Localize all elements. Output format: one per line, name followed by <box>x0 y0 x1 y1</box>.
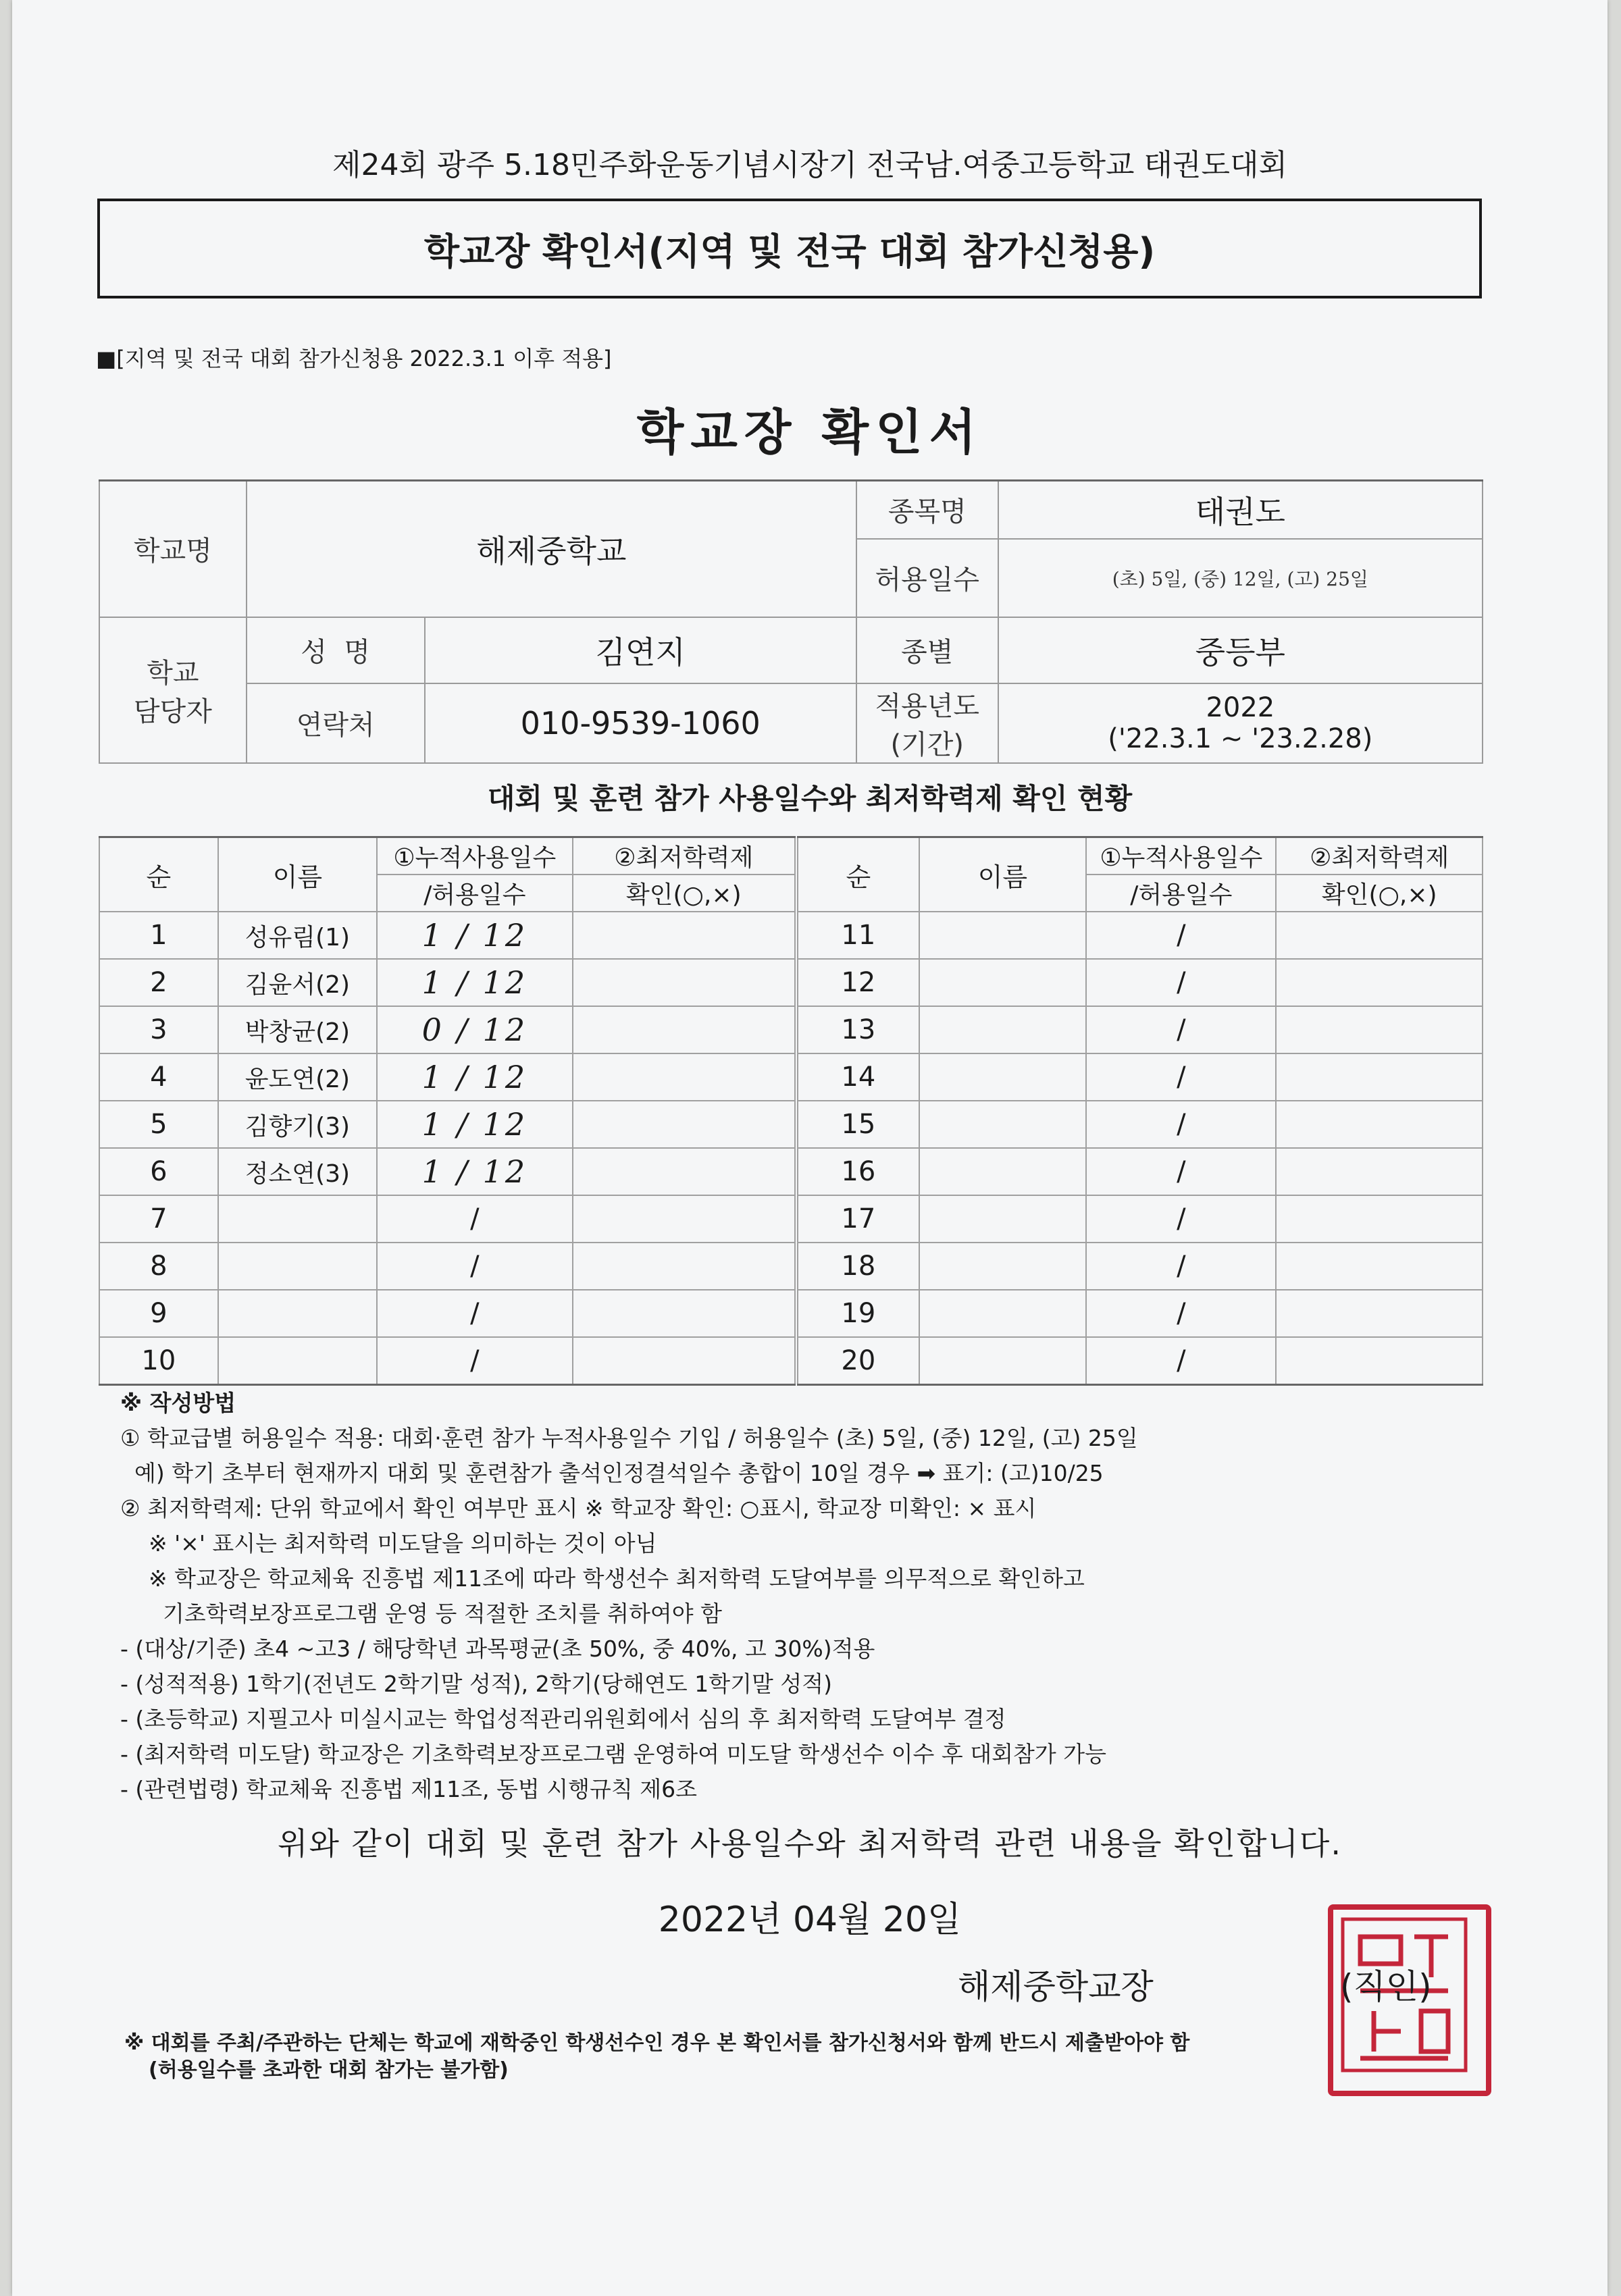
year-value-line2: ('22.3.1 ~ '23.2.28) <box>1108 723 1373 754</box>
school-value: 해제중학교 <box>247 481 856 617</box>
student-name: 김윤서(2) <box>218 959 378 1006</box>
header-name: 이름 <box>919 837 1086 912</box>
allowed-days-value: (초) 5일, (중) 12일, (고) 25일 <box>998 539 1483 617</box>
row-number: 18 <box>798 1243 919 1290</box>
student-name <box>218 1290 378 1337</box>
used-days: / <box>1086 1195 1276 1243</box>
status-row <box>99 1006 795 1053</box>
header-min-line2: 확인(○,×) <box>1276 875 1483 912</box>
instruction-line: ② 최저학력제: 단위 학교에서 확인 여부만 표시 ※ 학교장 확인: ○표시, 학교장 미확인: × 표시 <box>120 1495 1037 1521</box>
status-row <box>798 1243 1483 1290</box>
school-label: 학교명 <box>99 481 247 617</box>
student-name <box>919 1195 1086 1243</box>
manager-label-line1: 학교 <box>147 657 199 689</box>
student-name: 박창균(2) <box>218 1006 378 1053</box>
instruction-line: ※ 작성방법 <box>120 1390 236 1416</box>
name-label: 성 명 <box>247 617 425 683</box>
min-academic-check <box>1276 959 1483 1006</box>
used-days: / <box>1086 959 1276 1006</box>
status-row <box>99 1101 795 1148</box>
sport-label: 종목명 <box>856 481 998 539</box>
header-days-line1: ①누적사용일수 <box>1086 837 1276 875</box>
status-row <box>798 1337 1483 1385</box>
student-name <box>919 1243 1086 1290</box>
status-row <box>99 959 795 1006</box>
status-row <box>798 1053 1483 1101</box>
header-min-line2: 확인(○,×) <box>573 875 795 912</box>
used-days: / <box>1086 1006 1276 1053</box>
used-days: / <box>377 1243 572 1290</box>
student-name: 윤도연(2) <box>218 1053 378 1101</box>
status-row <box>798 912 1483 959</box>
min-academic-check <box>573 912 795 959</box>
row-number: 10 <box>99 1337 218 1385</box>
contact-label: 연락처 <box>247 683 425 763</box>
principal-title: 해제중학교장 <box>958 1967 1154 2006</box>
student-name <box>919 1148 1086 1195</box>
header-days-line2: /허용일수 <box>1086 875 1276 912</box>
min-academic-check <box>1276 1195 1483 1243</box>
student-name <box>919 1290 1086 1337</box>
footnote-line2: (허용일수를 초과한 대회 참가는 불가함) <box>149 2058 509 2082</box>
used-days: / <box>377 1290 572 1337</box>
status-row <box>798 1148 1483 1195</box>
student-name <box>919 1006 1086 1053</box>
status-row <box>798 1101 1483 1148</box>
confirmation-statement: 위와 같이 대회 및 훈련 참가 사용일수와 최저학력 관련 내용을 확인합니다. <box>278 1825 1342 1862</box>
info-table <box>99 479 1483 764</box>
row-number: 14 <box>798 1053 919 1101</box>
used-days: 1 / 12 <box>377 1101 572 1148</box>
instruction-line: - (최저학력 미도달) 학교장은 기초학력보장프로그램 운영하여 미도달 학생선수 이수 후 대회참가 가능 <box>120 1741 1107 1767</box>
instruction-line: ※ '×' 표시는 최저학력 미도달을 의미하는 것이 아님 <box>120 1530 657 1557</box>
used-days: 1 / 12 <box>377 912 572 959</box>
year-label <box>856 683 998 763</box>
row-number: 5 <box>99 1101 218 1148</box>
status-row <box>99 1053 795 1101</box>
instruction-line: 기초학력보장프로그램 운영 등 적절한 조치를 취하여야 함 <box>120 1600 722 1627</box>
header-days-line2: /허용일수 <box>377 875 572 912</box>
min-academic-check <box>1276 1148 1483 1195</box>
footnote-line1: ※ 대회를 주최/주관하는 단체는 학교에 재학중인 학생선수인 경우 본 확인서를 참가신청서와 함께 반드시 제출받아야 함 <box>124 2031 1190 2055</box>
status-row <box>99 1148 795 1195</box>
row-number: 9 <box>99 1290 218 1337</box>
year-value <box>998 683 1483 763</box>
manager-label-line2: 담당자 <box>133 696 212 727</box>
row-number: 16 <box>798 1148 919 1195</box>
used-days: / <box>377 1195 572 1243</box>
row-number: 12 <box>798 959 919 1006</box>
category-value: 중등부 <box>998 617 1483 683</box>
instruction-line: - (초등학교) 지필고사 미실시교는 학업성적관리위원회에서 심의 후 최저학력 도달여부 결정 <box>120 1706 1006 1732</box>
student-name <box>218 1243 378 1290</box>
status-row <box>99 1290 795 1337</box>
header-min-line1: ②최저학력제 <box>1276 837 1483 875</box>
used-days: / <box>1086 1290 1276 1337</box>
min-academic-check <box>573 959 795 1006</box>
status-row <box>99 1243 795 1290</box>
status-row <box>798 1195 1483 1243</box>
student-name <box>218 1337 378 1385</box>
row-number: 13 <box>798 1006 919 1053</box>
min-academic-check <box>1276 1337 1483 1385</box>
min-academic-check <box>1276 912 1483 959</box>
min-academic-check <box>573 1006 795 1053</box>
status-table-left <box>99 836 796 1386</box>
row-number: 15 <box>798 1101 919 1148</box>
student-name <box>919 1337 1086 1385</box>
student-name: 정소연(3) <box>218 1148 378 1195</box>
instruction-line: - (대상/기준) 초4 ~고3 / 해당학년 과목평균(초 50%, 중 40%, 고 30%)적용 <box>120 1636 875 1662</box>
row-number: 17 <box>798 1195 919 1243</box>
used-days: / <box>1086 1148 1276 1195</box>
year-value-line1: 2022 <box>1206 692 1275 723</box>
issue-date: 2022년 04월 20일 <box>658 1900 962 1940</box>
footnote <box>124 2030 1189 2084</box>
year-label-line2: (기간) <box>890 729 964 760</box>
row-number: 6 <box>99 1148 218 1195</box>
competition-title: 제24회 광주 5.18민주화운동기념시장기 전국남.여중고등학교 태권도대회 <box>332 148 1287 182</box>
row-number: 19 <box>798 1290 919 1337</box>
row-number: 1 <box>99 912 218 959</box>
sport-value: 태권도 <box>998 481 1483 539</box>
year-label-line1: 적용년도 <box>875 690 980 722</box>
name-value: 김연지 <box>425 617 856 683</box>
row-number: 3 <box>99 1006 218 1053</box>
min-academic-check <box>573 1243 795 1290</box>
min-academic-check <box>573 1337 795 1385</box>
instruction-line: - (관련법령) 학교체육 진흥법 제11조, 동법 시행규칙 제6조 <box>120 1776 697 1802</box>
used-days: / <box>377 1337 572 1385</box>
min-academic-check <box>573 1148 795 1195</box>
min-academic-check <box>573 1195 795 1243</box>
used-days: / <box>1086 1337 1276 1385</box>
student-name: 김향기(3) <box>218 1101 378 1148</box>
status-row <box>99 1337 795 1385</box>
student-name <box>919 912 1086 959</box>
notice-tag: ■[지역 및 전국 대회 참가신청용 2022.3.1 이후 적용] <box>96 346 612 371</box>
row-number: 7 <box>99 1195 218 1243</box>
min-academic-check <box>1276 1006 1483 1053</box>
used-days: / <box>1086 1101 1276 1148</box>
status-row <box>798 1006 1483 1053</box>
student-name <box>218 1195 378 1243</box>
used-days: 1 / 12 <box>377 959 572 1006</box>
used-days: 1 / 12 <box>377 1053 572 1101</box>
allowed-days-label: 허용일수 <box>856 539 998 617</box>
row-number: 11 <box>798 912 919 959</box>
instruction-line: 예) 학기 초부터 현재까지 대회 및 훈련참가 출석인정결석일수 총합이 10일 경우 ➡ 표기: (고)10/25 <box>120 1460 1104 1486</box>
student-name <box>919 959 1086 1006</box>
instruction-line: - (성적적용) 1학기(전년도 2학기말 성적), 2학기(당해연도 1학기말 성적) <box>120 1671 833 1697</box>
used-days: / <box>1086 1243 1276 1290</box>
seal-label: (직인) <box>1340 1967 1432 2006</box>
header-min-line1: ②최저학력제 <box>573 837 795 875</box>
row-number: 2 <box>99 959 218 1006</box>
header-no: 순 <box>99 837 218 912</box>
instruction-line: ① 학교급별 허용일수 적용: 대회·훈련 참가 누적사용일수 기입 / 허용일수 (초) 5일, (중) 12일, (고) 25일 <box>120 1425 1138 1451</box>
category-label: 종별 <box>856 617 998 683</box>
status-row <box>798 959 1483 1006</box>
min-academic-check <box>573 1101 795 1148</box>
student-name <box>919 1101 1086 1148</box>
status-row <box>798 1290 1483 1337</box>
contact-value: 010-9539-1060 <box>425 683 856 763</box>
status-table-right <box>797 836 1483 1386</box>
min-academic-check <box>573 1053 795 1101</box>
min-academic-check <box>1276 1290 1483 1337</box>
header-days-line1: ①누적사용일수 <box>377 837 572 875</box>
used-days: / <box>1086 1053 1276 1101</box>
row-number: 4 <box>99 1053 218 1101</box>
header-name: 이름 <box>218 837 378 912</box>
row-number: 20 <box>798 1337 919 1385</box>
min-academic-check <box>1276 1053 1483 1101</box>
used-days: 1 / 12 <box>377 1148 572 1195</box>
student-name: 성유림(1) <box>218 912 378 959</box>
manager-label <box>99 617 247 763</box>
status-section-title: 대회 및 훈련 참가 사용일수와 최저학력제 확인 현황 <box>487 782 1133 815</box>
row-number: 8 <box>99 1243 218 1290</box>
writing-instructions <box>120 1386 1505 1807</box>
student-name <box>919 1053 1086 1101</box>
used-days: 0 / 12 <box>377 1006 572 1053</box>
min-academic-check <box>573 1290 795 1337</box>
used-days: / <box>1086 912 1276 959</box>
header-no: 순 <box>798 837 919 912</box>
document-page <box>12 0 1607 2296</box>
instruction-line: ※ 학교장은 학교체육 진흥법 제11조에 따라 학생선수 최저학력 도달여부를 의무적으로 확인하고 <box>120 1565 1085 1592</box>
certificate-box-title: 학교장 확인서(지역 및 전국 대회 참가신청용) <box>97 199 1482 298</box>
status-row <box>99 1195 795 1243</box>
status-row <box>99 912 795 959</box>
document-title: 학교장 확인서 <box>636 404 983 461</box>
min-academic-check <box>1276 1243 1483 1290</box>
min-academic-check <box>1276 1101 1483 1148</box>
